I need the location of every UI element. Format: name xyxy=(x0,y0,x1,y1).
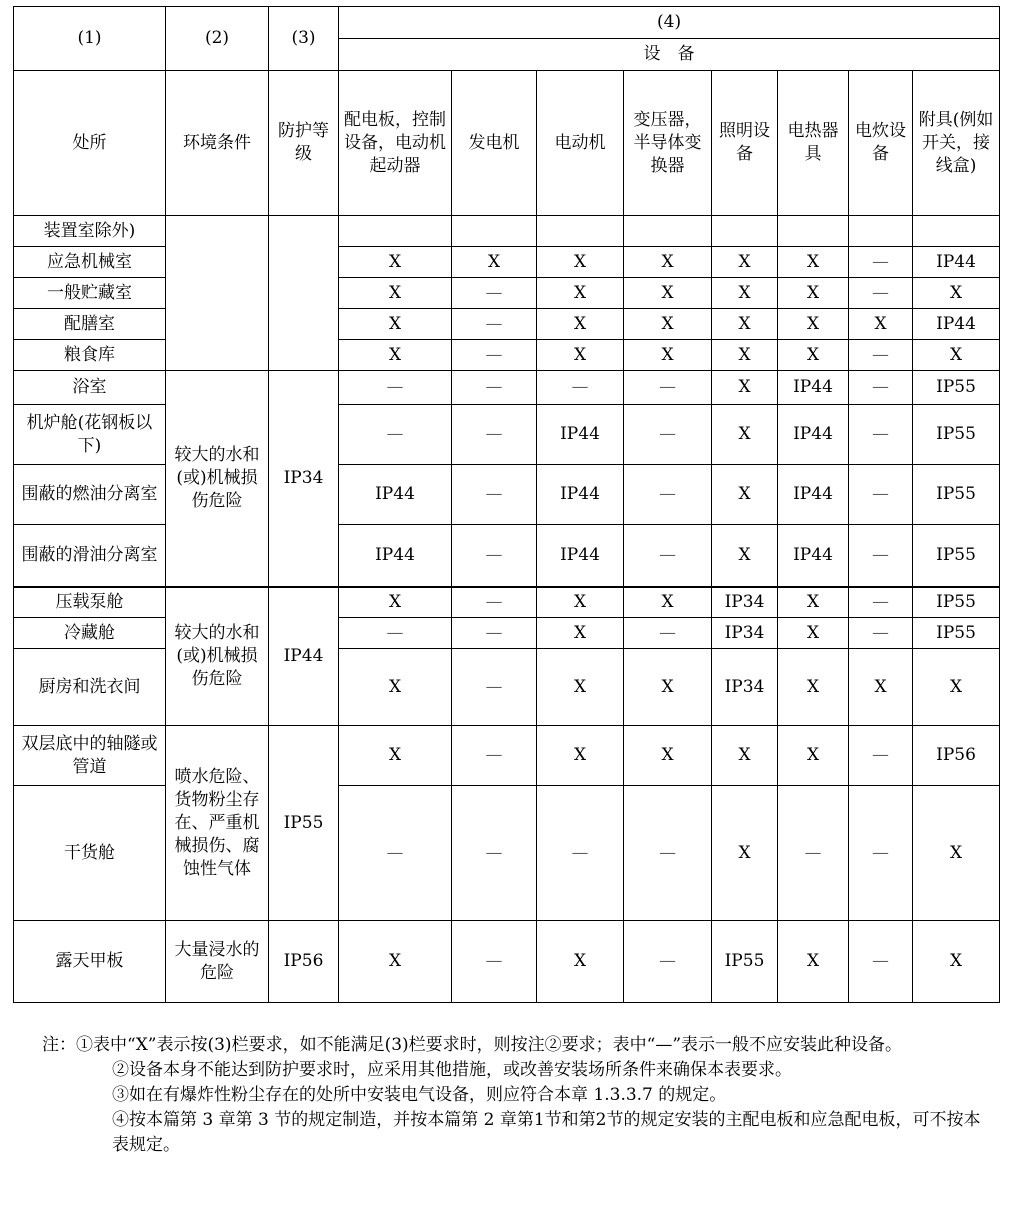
value-cell: X xyxy=(537,726,624,786)
value-cell: X xyxy=(624,726,712,786)
value-cell: — xyxy=(849,278,913,309)
header-equip-cooking: 电炊设备 xyxy=(849,71,913,216)
value-cell: X xyxy=(712,405,778,465)
value-cell: X xyxy=(712,340,778,371)
table-notes xyxy=(0,1033,1000,1158)
value-cell xyxy=(452,216,537,247)
location-cell: 双层底中的轴隧或管道 xyxy=(14,726,166,786)
value-cell: — xyxy=(624,525,712,587)
value-cell: X xyxy=(339,340,452,371)
value-cell: X xyxy=(778,726,849,786)
value-cell: X xyxy=(778,340,849,371)
value-cell: X xyxy=(712,371,778,405)
location-cell: 装置室除外) xyxy=(14,216,166,247)
value-cell: X xyxy=(778,649,849,726)
value-cell xyxy=(849,216,913,247)
value-cell: IP44 xyxy=(778,465,849,525)
value-cell xyxy=(339,216,452,247)
value-cell: X xyxy=(913,649,1000,726)
value-cell: — xyxy=(452,587,537,618)
header-equip-motor: 电动机 xyxy=(537,71,624,216)
value-cell: IP44 xyxy=(537,525,624,587)
value-cell: — xyxy=(452,649,537,726)
value-cell: X xyxy=(339,247,452,278)
value-cell: X xyxy=(339,726,452,786)
value-cell: IP44 xyxy=(778,525,849,587)
value-cell: X xyxy=(624,247,712,278)
value-cell: X xyxy=(712,525,778,587)
value-cell: — xyxy=(452,278,537,309)
value-cell xyxy=(537,216,624,247)
value-cell: — xyxy=(452,921,537,1003)
value-cell: X xyxy=(849,309,913,340)
location-cell: 露天甲板 xyxy=(14,921,166,1003)
value-cell: IP44 xyxy=(778,405,849,465)
value-cell: — xyxy=(849,247,913,278)
value-cell: — xyxy=(849,371,913,405)
value-cell: X xyxy=(778,278,849,309)
header-equip-generator: 发电机 xyxy=(452,71,537,216)
value-cell xyxy=(712,216,778,247)
value-cell: X xyxy=(778,618,849,649)
value-cell: — xyxy=(339,371,452,405)
protection-cell: IP44 xyxy=(269,587,339,726)
value-cell: X xyxy=(778,309,849,340)
location-cell: 围蔽的燃油分离室 xyxy=(14,465,166,525)
value-cell: — xyxy=(452,525,537,587)
value-cell: X xyxy=(712,278,778,309)
value-cell: X xyxy=(913,278,1000,309)
location-cell: 机炉舱(花钢板以下) xyxy=(14,405,166,465)
location-cell: 粮食库 xyxy=(14,340,166,371)
value-cell: IP44 xyxy=(339,465,452,525)
value-cell xyxy=(778,216,849,247)
value-cell: X xyxy=(537,618,624,649)
protection-cell: IP34 xyxy=(269,371,339,587)
value-cell: X xyxy=(537,340,624,371)
header-col1: (1) xyxy=(14,7,166,71)
value-cell: X xyxy=(712,309,778,340)
env-cell: 较大的水和(或)机械损伤危险 xyxy=(166,587,269,726)
value-cell: — xyxy=(624,371,712,405)
header-equipment: 设 备 xyxy=(339,39,1000,71)
value-cell: X xyxy=(913,786,1000,921)
value-cell: X xyxy=(339,309,452,340)
value-cell: IP44 xyxy=(537,465,624,525)
header-equip-accessories: 附具(例如开关，接线盒) xyxy=(913,71,1000,216)
value-cell: IP55 xyxy=(913,618,1000,649)
value-cell: X xyxy=(624,649,712,726)
location-cell: 应急机械室 xyxy=(14,247,166,278)
value-cell: X xyxy=(712,786,778,921)
value-cell: — xyxy=(624,921,712,1003)
value-cell: IP55 xyxy=(913,587,1000,618)
ip-protection-table xyxy=(13,6,1000,1003)
value-cell: X xyxy=(537,587,624,618)
value-cell: X xyxy=(913,921,1000,1003)
value-cell: IP55 xyxy=(712,921,778,1003)
value-cell: — xyxy=(624,465,712,525)
value-cell: — xyxy=(849,726,913,786)
value-cell: X xyxy=(778,587,849,618)
value-cell: — xyxy=(452,371,537,405)
value-cell: X xyxy=(712,465,778,525)
header-equip-switchboard: 配电板，控制设备，电动机起动器 xyxy=(339,71,452,216)
value-cell: — xyxy=(849,405,913,465)
value-cell: X xyxy=(339,587,452,618)
value-cell: X xyxy=(778,247,849,278)
value-cell: — xyxy=(849,921,913,1003)
value-cell: X xyxy=(712,726,778,786)
value-cell: IP34 xyxy=(712,587,778,618)
value-cell: X xyxy=(537,921,624,1003)
header-protection: 防护等级 xyxy=(269,71,339,216)
env-cell xyxy=(166,216,269,371)
value-cell: X xyxy=(537,309,624,340)
value-cell: — xyxy=(624,618,712,649)
location-cell: 厨房和洗衣间 xyxy=(14,649,166,726)
note-1: 注：①表中“X”表示按(3)栏要求，如不能满足(3)栏要求时，则按注②要求；表中“—”表示一般不应安装此种设备。 xyxy=(42,1035,903,1055)
value-cell: — xyxy=(778,786,849,921)
protection-cell xyxy=(269,216,339,371)
header-col2: (2) xyxy=(166,7,269,71)
header-equip-heater: 电热器具 xyxy=(778,71,849,216)
header-equip-lighting: 照明设备 xyxy=(712,71,778,216)
value-cell: — xyxy=(537,371,624,405)
value-cell: — xyxy=(452,309,537,340)
value-cell: X xyxy=(339,921,452,1003)
value-cell: IP55 xyxy=(913,525,1000,587)
value-cell: — xyxy=(452,726,537,786)
value-cell: — xyxy=(452,465,537,525)
value-cell: X xyxy=(778,921,849,1003)
location-cell: 压载泵舱 xyxy=(14,587,166,618)
location-cell: 干货舱 xyxy=(14,786,166,921)
protection-cell: IP56 xyxy=(269,921,339,1003)
value-cell: — xyxy=(452,786,537,921)
location-cell: 浴室 xyxy=(14,371,166,405)
note-2: ②设备本身不能达到防护要求时，应采用其他措施，或改善安装场所条件来确保本表要求。 xyxy=(112,1060,792,1080)
value-cell: X xyxy=(339,649,452,726)
value-cell: — xyxy=(537,786,624,921)
location-cell: 冷藏舱 xyxy=(14,618,166,649)
location-cell: 围蔽的滑油分离室 xyxy=(14,525,166,587)
value-cell: — xyxy=(849,618,913,649)
value-cell: — xyxy=(452,405,537,465)
value-cell: — xyxy=(624,405,712,465)
value-cell: — xyxy=(849,587,913,618)
value-cell: IP44 xyxy=(913,247,1000,278)
note-3: ③如在有爆炸性粉尘存在的处所中安装电气设备，则应符合本章 1.3.3.7 的规定。 xyxy=(112,1085,727,1105)
value-cell: X xyxy=(537,278,624,309)
protection-cell: IP55 xyxy=(269,726,339,921)
header-col4: (4) xyxy=(339,7,1000,39)
value-cell: — xyxy=(452,618,537,649)
value-cell: X xyxy=(849,649,913,726)
value-cell: IP55 xyxy=(913,371,1000,405)
value-cell: IP44 xyxy=(537,405,624,465)
header-env: 环境条件 xyxy=(166,71,269,216)
value-cell: X xyxy=(452,247,537,278)
value-cell: — xyxy=(849,340,913,371)
value-cell: IP55 xyxy=(913,465,1000,525)
value-cell: — xyxy=(849,465,913,525)
value-cell: — xyxy=(849,786,913,921)
header-col3: (3) xyxy=(269,7,339,71)
env-cell: 大量浸水的危险 xyxy=(166,921,269,1003)
value-cell: IP44 xyxy=(778,371,849,405)
value-cell: IP55 xyxy=(913,405,1000,465)
value-cell: IP44 xyxy=(339,525,452,587)
header-equip-transformer: 变压器，半导体变换器 xyxy=(624,71,712,216)
value-cell: — xyxy=(624,786,712,921)
value-cell: X xyxy=(913,340,1000,371)
value-cell: X xyxy=(624,340,712,371)
value-cell: X xyxy=(339,278,452,309)
value-cell: X xyxy=(624,309,712,340)
env-cell: 喷水危险、货物粉尘存在、严重机械损伤、腐蚀性气体 xyxy=(166,726,269,921)
value-cell: IP34 xyxy=(712,649,778,726)
location-cell: 配膳室 xyxy=(14,309,166,340)
value-cell: X xyxy=(624,278,712,309)
value-cell: — xyxy=(339,786,452,921)
header-location: 处所 xyxy=(14,71,166,216)
value-cell: — xyxy=(849,525,913,587)
value-cell: IP44 xyxy=(913,309,1000,340)
value-cell: — xyxy=(339,405,452,465)
note-4: ④按本篇第 3 章第 3 节的规定制造，并按本篇第 2 章第1节和第2节的规定安装的主配电板和应急配电板，可不按本表规定。 xyxy=(112,1110,981,1155)
value-cell: X xyxy=(624,587,712,618)
value-cell: X xyxy=(537,649,624,726)
value-cell: — xyxy=(339,618,452,649)
env-cell: 较大的水和(或)机械损伤危险 xyxy=(166,371,269,587)
location-cell: 一般贮藏室 xyxy=(14,278,166,309)
value-cell: IP34 xyxy=(712,618,778,649)
value-cell: IP56 xyxy=(913,726,1000,786)
value-cell: X xyxy=(712,247,778,278)
value-cell xyxy=(624,216,712,247)
value-cell xyxy=(913,216,1000,247)
value-cell: X xyxy=(537,247,624,278)
value-cell: — xyxy=(452,340,537,371)
